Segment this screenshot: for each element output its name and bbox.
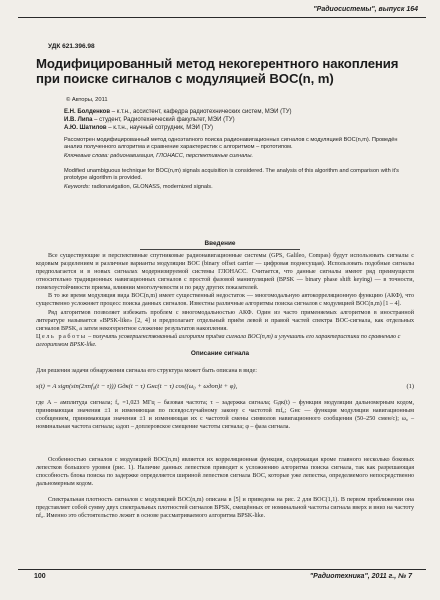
running-header: "Радиосистемы", выпуск 164 [313,6,418,13]
header-rule [18,17,426,18]
section-heading-intro: Введение [204,240,236,247]
body-paragraph: В то же время модуляция вида BOC(n,m) имеет существенный недостаток — многомодальную автокорреляционную функцию (АКФ), что существенно усложняет процесс поиска данных сигналов. Известны различные алгоритмы поиска сигналов с модуляцией BOC(n,m) [1 – 4]. [36,293,414,307]
keywords-label: Keywords: [64,184,91,190]
section-rule [140,249,300,250]
keywords-text: radionavigation, GLONASS, modernized signals. [90,184,213,190]
article-title: Модифицированный метод некогерентного накопления при поиске сигналов с модуляцией BOC(n, m) [36,56,399,86]
page-number: 100 [34,573,46,580]
author-name: И.В. Липа [64,117,93,124]
abstract-ru: Рассмотрен модифицированный метод одноэтапного поиска радионавигационных сигналов с модуляцией BOC(n,m). Проведён анализ полученного алгоритма и сравнение характеристик с алгоритмом – прототипом. [64,137,398,151]
equation-1 [36,383,414,397]
keywords-en [64,184,414,191]
goal-text: – получить усовершенствованный алгоритм приёма сигнала BOC(n,m) и улучшить его характеристики по сравнению с алгоритмом BPSK-like. [36,334,401,348]
keywords-label: Ключевые слова: [64,153,109,159]
udc-code: УДК 621.396.98 [48,43,95,50]
equation-number: (1) [406,383,414,390]
keywords-ru [64,153,414,160]
footer-rule [18,569,426,570]
author-affiliation: – к.т.н., ассистент, кафедра радиотехнических систем, МЭИ (ТУ) [110,109,292,115]
section-heading-signal: Описание сигнала [190,350,250,357]
body-paragraph: Все существующие и перспективные спутниковые радионавигационные системы (GPS, Galileo, Compas) будут использовать сигналы с кодовым разделением и различные варианты модуляции BOC (binary offset carrier — цифровая поднесущая). Использовать подобные сигналы предполагается и в новых сигналах модернизируемой системы ГЛОНАСС. Считается, что данные сигналы имеют ряд преимуществ относительно традиционных навигационных сигналов с простой фазовой манипуляцией (BPSK — binary phase shift keying) — в точности, помехоустойчивости приема, влиянии многолучевости и по ряду других показателей. [36,253,414,291]
author-affiliation: – студент, Радиотехнический факультет, МЭИ (ТУ) [92,117,235,124]
body-paragraph: Для решения задачи обнаружения сигнала его структура может быть описана в виде: [36,368,257,374]
goal-label: Цель работы [36,334,87,340]
footer-journal: "Радиотехника", 2011 г., № 7 [309,573,412,580]
author-entry [64,108,292,116]
author-entry [64,116,292,124]
body-paragraph: Спектральная плотность сигналов с модуляцией BOC(n,m) описана в [5] и приведена на рис. 2 для BOC(1,1). В первом приближении она представляет собой сумму двух спектральных плотностей сигналов BPSK, смещённых от номинальной частоты сигнала вверх и вниз на частоту nf₀. Именно это обстоятельство лежит в основе рассматриваемого алгоритма BPSK-like. [36,497,414,519]
body-paragraph: Особенностью сигналов с модуляцией BOC(n,m) является их корреляционная функция, содержащая кроме главного несколько боковых лепестков большого уровня (рис. 1). Наличие данных лепестков приводит к усложнению алгоритма поиска сигнала, так как разрешающая способность блока поиска по задержке определяется шириной лепестков сигнала BOC, которые уже лепестка, определяемого непосредственно дальномерным кодом. [36,457,414,487]
abstract-en: Modified unambiguous technique for BOC(n,m) signals acquisition is considered. The analysis of this algorithm and comparison with it's prototype algorithm is provided. [64,168,399,182]
author-entry [64,124,292,132]
goal-paragraph [36,334,414,350]
author-name: Е.Н. Болденков [64,109,111,115]
keywords-text: радионавигация, ГЛОНАСС, перспективные сигналы. [108,153,254,159]
body-paragraph: Ряд алгоритмов позволяет избежать проблем с многомодальностью АКФ. Один из часто применяемых алгоритмов в иностранной литературе называется «BPSK-like» [2, 4] и предполагает отдельный приём левой и правой частей спектра BOC-сигнала, как отдельных сигналов BPSK, а затем некогерентное сложение результатов накопления. [36,310,414,332]
copyright-line: © Авторы, 2011 [66,97,108,103]
body-paragraph: где A – амплитуда сигнала; f₀ =1,023 МГц – базовая частота; τ – задержка сигнала; Gдк(t) – функция модуляции дальномерным кодом, принимающая значения ±1 и изменяющая по псевдослучайному закону с частотой mf₀; Gнс — функция модуляции навигационным сообщением, принимающая значения ±1 и изменяющая их с частотой смены символов навигационного сообщения (50–250 смен/с); ω₀ – номинальная частота сигнала; ωдоп – доплеровское смещение частоты сигнала; φ – фаза сигнала. [36,400,414,430]
author-affiliation: – к.т.н., научный сотрудник, МЭИ (ТУ) [106,125,213,132]
author-name: А.Ю. Шатилов [64,125,107,132]
author-list [64,108,292,133]
equation-expression: s(t) = A sign(sin(2πnf₀(t − τ))) Gдк(t − τ) Gнс(t − τ) cos((ω₀ + ωдоп)t + φ), [36,383,238,390]
